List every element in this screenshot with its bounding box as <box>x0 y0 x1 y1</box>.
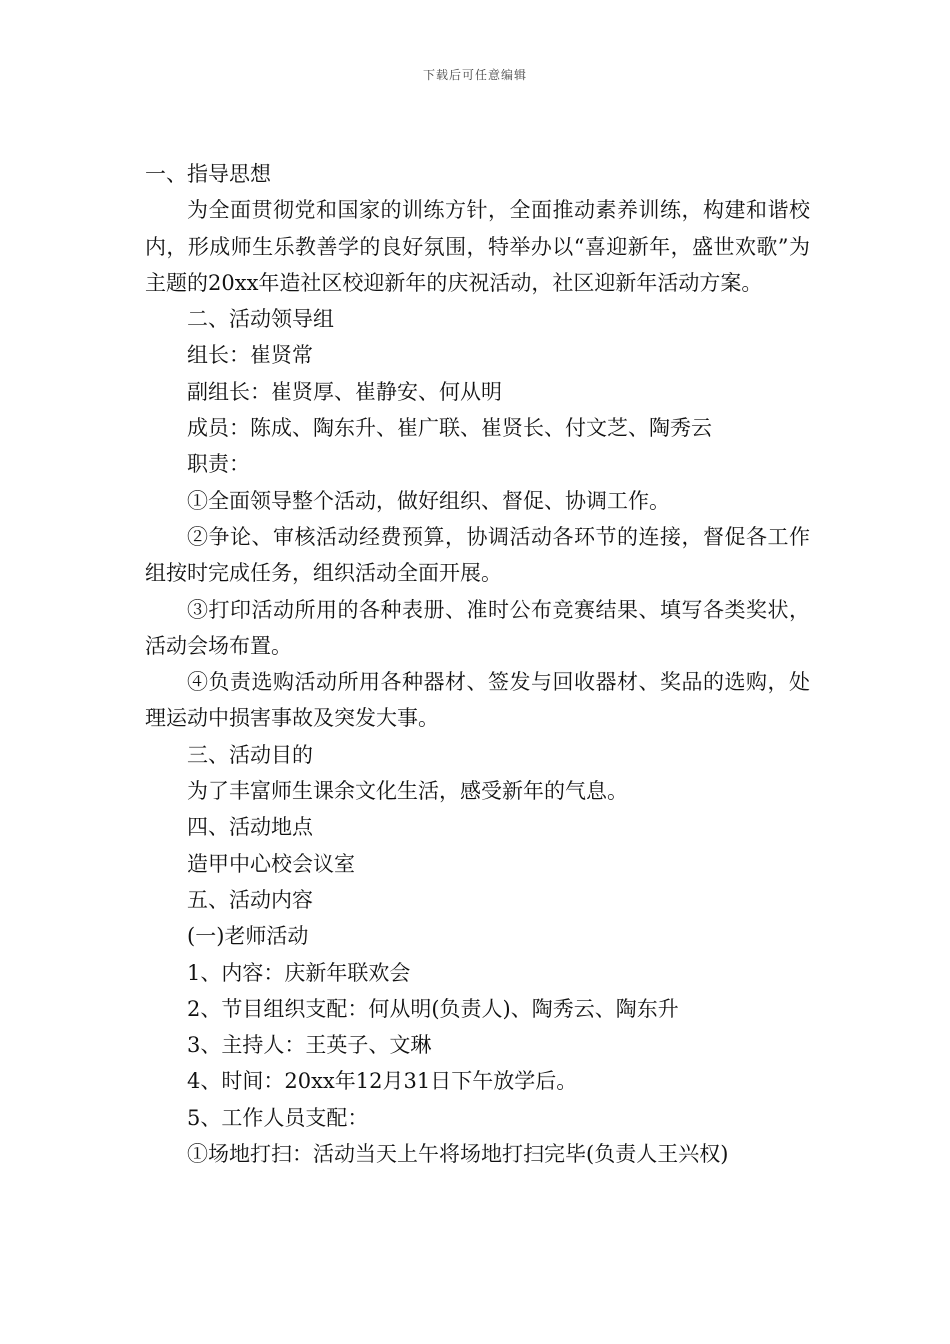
paragraph-intro: 为全面贯彻党和国家的训练方针，全面推动素养训练，构建和谐校内，形成师生乐教善学的良好氛围，特举办以“喜迎新年，盛世欢歌”为主题的20xx年造社区校迎新年的庆祝活动，社区迎新年活动方案。 <box>145 198 810 295</box>
duty-item-3: ③打印活动所用的各种表册、准时公布竞赛结果、填写各类奖状，活动会场布置。 <box>145 597 810 658</box>
duty-item-4: ④负责选购活动所用各种器材、签发与回收器材、奖品的选购，处理运动中损害事故及突发大事。 <box>145 670 810 731</box>
duty-item-1: ①全面领导整个活动，做好组织、督促、协调工作。 <box>187 488 670 513</box>
section-heading-location: 四、活动地点 <box>187 815 313 840</box>
document-body <box>145 156 810 1172</box>
section-heading-guiding-thought: 一、指导思想 <box>145 162 271 186</box>
duties-label: 职责： <box>187 452 250 477</box>
leader-line: 组长：崔贤常 <box>187 343 313 368</box>
content-item-3: 3、主持人：王英子、文琳 <box>187 1033 432 1058</box>
content-item-5: 5、工作人员支配： <box>187 1105 369 1130</box>
section-heading-purpose: 三、活动目的 <box>187 742 313 767</box>
section-heading-content: 五、活动内容 <box>187 887 313 912</box>
content-item-5a: ①场地打扫：活动当天上午将场地打扫完毕(负责人王兴权) <box>187 1142 729 1167</box>
members-line: 成员：陈成、陶东升、崔广联、崔贤长、付文芝、陶秀云 <box>187 416 712 441</box>
content-item-1: 1、内容：庆新年联欢会 <box>187 960 411 985</box>
page-header-note: 下载后可任意编辑 <box>422 68 527 82</box>
vice-leader-line: 副组长：崔贤厚、崔静安、何从明 <box>187 379 502 404</box>
content-item-2: 2、节目组织支配：何从明(负责人)、陶秀云、陶东升 <box>187 996 679 1021</box>
content-item-4: 4、时间：20xx年12月31日下午放学后。 <box>187 1069 578 1094</box>
purpose-line: 为了丰富师生课余文化生活，感受新年的气息。 <box>187 779 628 804</box>
section-heading-leadership: 二、活动领导组 <box>187 307 334 332</box>
location-line: 造甲中心校会议室 <box>187 851 355 876</box>
duty-item-2: ②争论、审核活动经费预算，协调活动各环节的连接，督促各工作组按时完成任务，组织活动全面开展。 <box>145 524 810 586</box>
subsection-teacher-activity: (一)老师活动 <box>187 924 309 949</box>
